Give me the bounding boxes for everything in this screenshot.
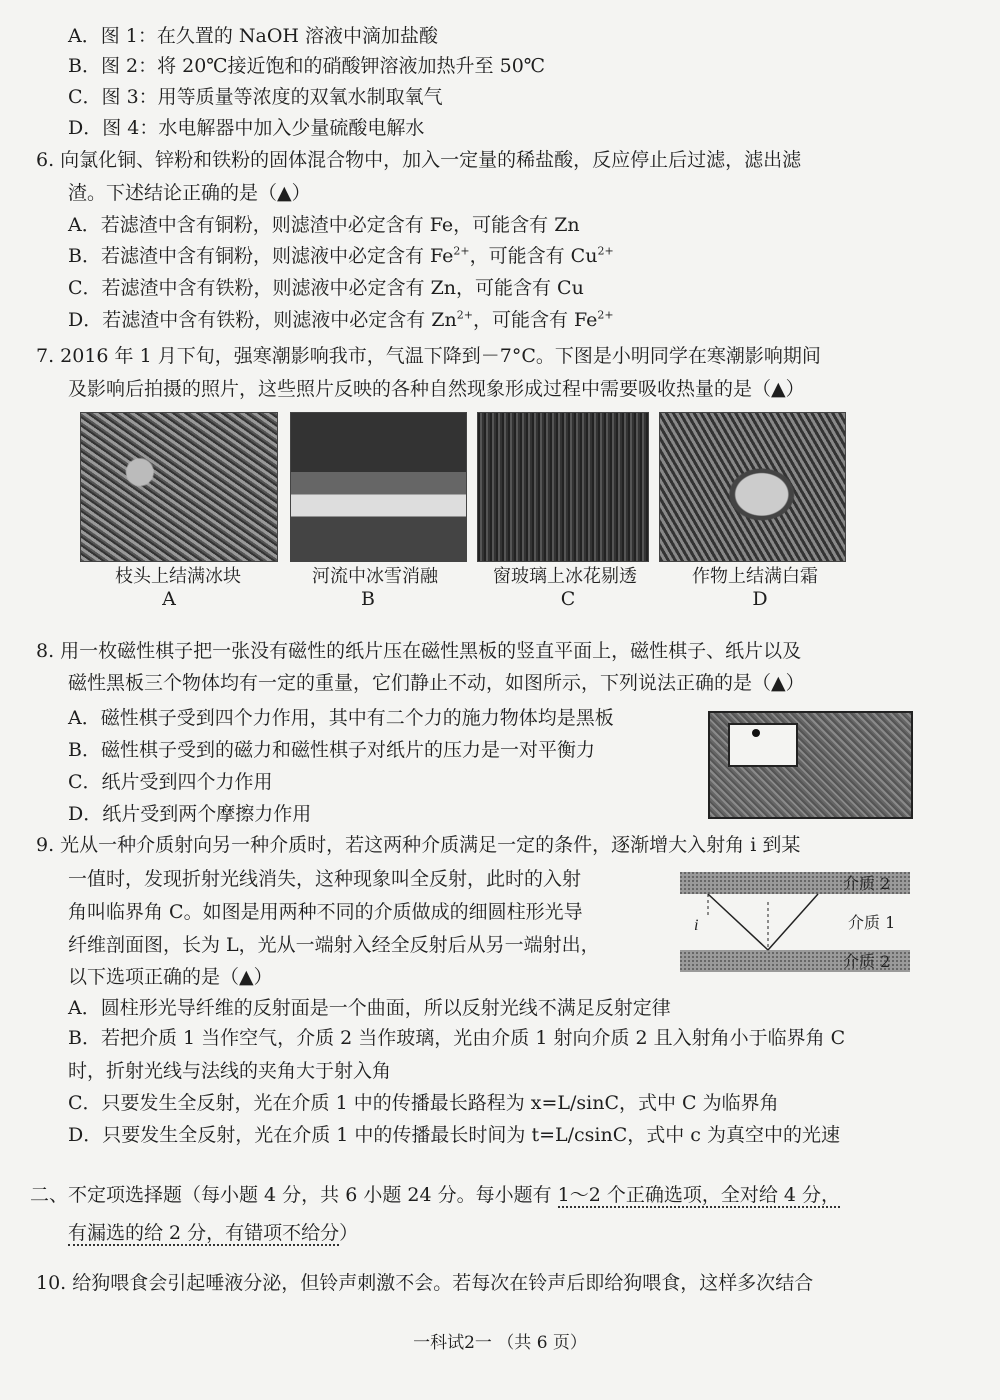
q6-stem-line2: 渣。下述结论正确的是（▲） [68,182,311,204]
q9-option-d: D．只要发生全反射，光在介质 1 中的传播最长时间为 t=L/csinC，式中 c 为真空中的光速 [68,1124,840,1146]
q8-option-c: C．纸片受到四个力作用 [68,771,273,793]
label-medium2-top: 介质 2 [843,874,891,893]
q8-option-b: B．磁性棋子受到的磁力和磁性棋子对纸片的压力是一对平衡力 [68,739,595,761]
q9-option-c: C．只要发生全反射，光在介质 1 中的传播最长路程为 x=L/sinC，式中 C 为临界角 [68,1092,779,1114]
photo-leaf-frost [659,412,846,562]
section-2-heading-cont: 有漏选的给 2 分，有错项不给分） [68,1222,359,1244]
q6-option-d: D．若滤渣中含有铁粉，则滤液中必定含有 $Zn^{2+}$，可能含有 $Fe^{2+}$ [68,308,614,331]
reflected-ray [768,894,818,950]
page-footer: 一科试2一 （共 6 页） [413,1333,587,1353]
q5-option-b: B．图 2：将 20℃接近饱和的硝酸钾溶液加热升至 50℃ [68,55,546,77]
q9-stem-line3: 角叫临界角 C。如图是用两种不同的介质做成的细圆柱形光导 [68,901,583,923]
photo-river-thaw [290,412,467,562]
fiber-diagram [680,872,912,978]
q9-stem-line2: 一值时，发现折射光线消失，这种现象叫全反射，此时的入射 [68,868,582,890]
q9-stem-line1: 9. 光从一种介质射向另一种介质时，若这两种介质满足一定的条件，逐渐增大入射角 i 到某 [36,834,801,856]
q6-option-b: B．若滤渣中含有铜粉，则滤液中必定含有 $Fe^{2+}$，可能含有 $Cu^{2+}$ [68,244,614,267]
q9-option-b-cont: 时，折射光线与法线的夹角大于射入角 [68,1060,392,1082]
label-b: B [361,588,375,610]
q8-stem-line2: 磁性黑板三个物体均有一定的重量，它们静止不动，如图所示，下列说法正确的是（▲） [68,672,805,694]
q9-stem-line4: 纤维剖面图，长为 L，光从一端射入经全反射后从另一端射出， [68,934,600,956]
caption-c: 窗玻璃上冰花剔透 [493,566,637,587]
label-medium1: 介质 1 [848,913,896,932]
label-d: D [752,588,768,610]
label-a: A [162,588,176,610]
q6-stem-line1: 6. 向氯化铜、锌粉和铁粉的固体混合物中，加入一定量的稀盐酸，反应停止后过滤，滤出滤 [36,149,802,171]
q5-option-a: A．图 1：在久置的 NaOH 溶液中滴加盐酸 [68,25,439,47]
q6-option-c: C．若滤渣中含有铁粉，则滤液中必定含有 Zn，可能含有 Cu [68,277,584,299]
q9-option-a: A．圆柱形光导纤维的反射面是一个曲面，所以反射光线不满足反射定律 [68,997,671,1019]
q7-stem-line1: 7. 2016 年 1 月下旬，强寒潮影响我市，气温下降到－7°C。下图是小明同学在寒潮影响期间 [36,345,821,367]
caption-d: 作物上结满白霜 [692,566,818,587]
caption-b: 河流中冰雪消融 [312,566,438,587]
q8-option-d: D．纸片受到两个摩擦力作用 [68,803,312,825]
magnetic-blackboard [708,711,913,819]
photo-window-frost [477,412,649,562]
q6-option-a: A．若滤渣中含有铜粉，则滤渣中必定含有 Fe，可能含有 Zn [68,214,580,236]
label-c: C [560,588,576,610]
q7-stem-line2: 及影响后拍摄的照片，这些照片反映的各种自然现象形成过程中需要吸收热量的是（▲） [68,378,805,400]
label-medium2-bottom: 介质 2 [843,952,891,971]
section-2-heading: 二、不定项选择题（每小题 4 分，共 6 小题 24 分。每小题有 1～2 个正确选项，全对给 4 分， [30,1184,841,1206]
q9-stem-line5: 以下选项正确的是（▲） [68,966,273,988]
paper-sheet [728,723,798,767]
angle-i-label: i [694,917,699,934]
magnet-piece [752,729,760,737]
q8-option-a: A．磁性棋子受到四个力作用，其中有二个力的施力物体均是黑板 [68,707,614,729]
caption-a: 枝头上结满冰块 [115,566,241,587]
q10-stem-line1: 10. 给狗喂食会引起唾液分泌，但铃声刺激不会。若每次在铃声后即给狗喂食，这样多次结合 [36,1272,814,1294]
photo-icicles [80,412,278,562]
q5-option-d: D．图 4：水电解器中加入少量硫酸电解水 [68,117,425,139]
incident-ray [708,894,768,950]
q8-stem-line1: 8. 用一枚磁性棋子把一张没有磁性的纸片压在磁性黑板的竖直平面上，磁性棋子、纸片以及 [36,640,802,662]
q9-option-b: B．若把介质 1 当作空气，介质 2 当作玻璃，光由介质 1 射向介质 2 且入射角小于临界角 C [68,1027,846,1049]
q5-option-c: C．图 3：用等质量等浓度的双氧水制取氧气 [68,86,443,108]
